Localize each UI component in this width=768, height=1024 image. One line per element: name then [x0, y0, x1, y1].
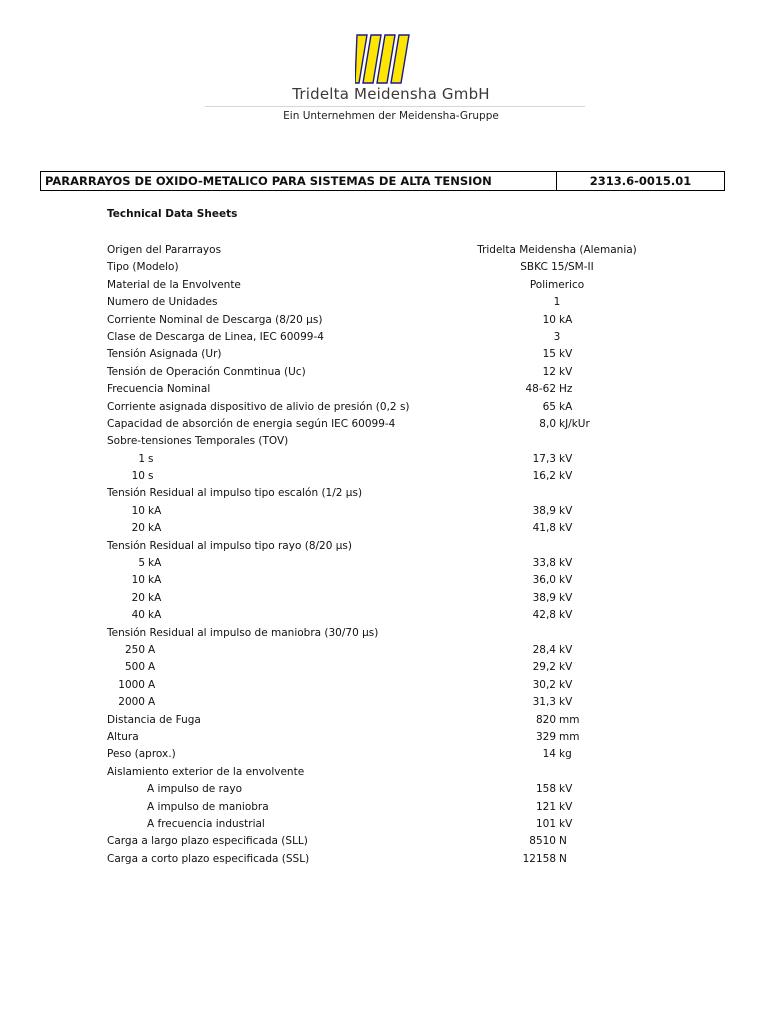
spec-sub-quantity: 20 [131, 591, 145, 604]
spec-row [0, 677, 768, 694]
spec-label: Capacidad de absorción de energia según IEC 60099-4 [107, 417, 396, 430]
spec-sub-quantity-unit: kA [148, 591, 162, 604]
spec-row [0, 799, 768, 816]
spec-label: Material de la Envolvente [107, 278, 241, 291]
spec-value: 121 [535, 800, 556, 813]
spec-row [0, 364, 768, 381]
spec-unit: kV [559, 470, 573, 483]
spec-group-heading [0, 538, 768, 555]
spec-list [0, 242, 768, 868]
spec-unit: N [559, 835, 567, 848]
spec-sub-quantity-unit: A [148, 661, 156, 674]
spec-label: Tipo (Modelo) [107, 261, 179, 274]
spec-label: Altura [107, 730, 139, 743]
spec-value: 158 [535, 783, 556, 796]
spec-sub-quantity-unit: A [148, 643, 156, 656]
spec-sub-quantity: 2000 [118, 696, 145, 709]
spec-row [0, 659, 768, 676]
spec-row [0, 607, 768, 624]
spec-sub-label: A frecuencia industrial [147, 817, 265, 830]
document-number: 2313.6-0015.01 [589, 174, 692, 188]
spec-unit: mm [559, 713, 580, 726]
spec-unit: kV [559, 452, 573, 465]
spec-group-label: Tensión Residual al impulso tipo rayo (8/20 µs) [107, 539, 352, 552]
spec-row [0, 399, 768, 416]
spec-group-label: Tensión Residual al impulso de maniobra (30/70 µs) [107, 626, 379, 639]
spec-sub-quantity: 10 [131, 470, 145, 483]
spec-label: Peso (aprox.) [107, 748, 176, 761]
spec-unit: kV [559, 591, 573, 604]
spec-unit: kV [559, 557, 573, 570]
spec-sub-quantity: 20 [131, 522, 145, 535]
spec-row [0, 781, 768, 798]
document-title: PARARRAYOS DE OXIDO-METALICO PARA SISTEMAS DE ALTA TENSION [41, 172, 557, 190]
spec-sub-label: A impulso de maniobra [147, 800, 269, 813]
spec-row [0, 572, 768, 589]
spec-row [0, 468, 768, 485]
spec-value: 12 [542, 365, 556, 378]
spec-label: Distancia de Fuga [107, 713, 201, 726]
spec-sub-quantity-unit: kA [148, 574, 162, 587]
spec-unit: kV [559, 817, 573, 830]
spec-value: 38,9 [532, 504, 556, 517]
spec-label: Clase de Descarga de Linea, IEC 60099-4 [107, 330, 324, 343]
spec-value: 329 [535, 730, 556, 743]
spec-group-heading [0, 433, 768, 450]
spec-label: Numero de Unidades [107, 296, 218, 309]
spec-row [0, 746, 768, 763]
spec-value: 42,8 [532, 609, 556, 622]
spec-label: Carga a corto plazo especificada (SSL) [107, 852, 310, 865]
spec-group-label: Aislamiento exterior de la envolvente [107, 765, 305, 778]
spec-value: 41,8 [532, 522, 556, 535]
spec-sub-quantity: 10 [131, 504, 145, 517]
spec-row [0, 833, 768, 850]
spec-unit: kV [559, 348, 573, 361]
spec-label: Tensión Asignada (Ur) [107, 348, 222, 361]
company-name: Tridelta Meidensha GmbH [292, 85, 490, 103]
spec-value: 28,4 [532, 643, 556, 656]
spec-value: 29,2 [532, 661, 556, 674]
spec-row [0, 729, 768, 746]
company-subtitle: Ein Unternehmen der Meidensha-Gruppe [283, 110, 499, 122]
spec-unit: kV [559, 574, 573, 587]
spec-unit: kV [559, 609, 573, 622]
spec-sub-quantity-unit: A [148, 696, 156, 709]
spec-value: 14 [542, 748, 556, 761]
spec-unit: mm [559, 730, 580, 743]
spec-value: 12158 [522, 852, 556, 865]
spec-unit: kV [559, 800, 573, 813]
spec-value: 10 [542, 313, 556, 326]
spec-group-label: Tensión Residual al impulso tipo escalón (1/2 µs) [107, 487, 363, 500]
spec-row [0, 642, 768, 659]
spec-unit: kV [559, 522, 573, 535]
document-title-box [40, 171, 725, 191]
spec-value: Polimerico [529, 278, 585, 291]
spec-row [0, 851, 768, 868]
spec-sub-quantity-unit: s [148, 470, 154, 483]
spec-value: Tridelta Meidensha (Alemania) [477, 244, 637, 256]
spec-unit: kA [559, 313, 573, 326]
spec-sub-quantity: 5 [138, 557, 145, 570]
spec-label: Origen del Pararrayos [107, 244, 222, 256]
spec-unit: kV [559, 661, 573, 674]
spec-label: Frecuencia Nominal [107, 383, 211, 396]
spec-unit: kV [559, 678, 573, 691]
spec-group-heading [0, 625, 768, 642]
spec-row [0, 694, 768, 711]
spec-value: 38,9 [532, 591, 556, 604]
spec-row [0, 294, 768, 311]
spec-row [0, 555, 768, 572]
spec-row [0, 277, 768, 294]
spec-label: Tensión de Operación Conmtinua (Uc) [107, 365, 306, 378]
spec-sub-quantity-unit: A [148, 678, 156, 691]
spec-unit: N [559, 852, 567, 865]
spec-sub-quantity: 40 [131, 609, 145, 622]
tridelta-logo [355, 33, 413, 85]
spec-sub-label: A impulso de rayo [147, 783, 242, 796]
spec-row [0, 416, 768, 433]
spec-value: 8,0 [539, 417, 556, 430]
spec-sub-quantity-unit: s [148, 452, 154, 465]
spec-sub-quantity: 1 [138, 452, 145, 465]
spec-value: 17,3 [532, 452, 556, 465]
spec-unit: kA [559, 400, 573, 413]
spec-value: SBKC 15/SM-II [520, 261, 594, 274]
spec-sub-quantity-unit: kA [148, 557, 162, 570]
spec-sub-quantity: 10 [131, 574, 145, 587]
spec-unit: kV [559, 696, 573, 709]
spec-value: 15 [542, 348, 556, 361]
spec-value: 36,0 [532, 574, 556, 587]
spec-row [0, 346, 768, 363]
spec-label: Carga a largo plazo especificada (SLL) [107, 835, 308, 848]
spec-group-heading [0, 764, 768, 781]
spec-sub-quantity: 1000 [118, 678, 145, 691]
spec-value: 101 [535, 817, 556, 830]
spec-label: Corriente Nominal de Descarga (8/20 µs) [107, 313, 323, 326]
spec-value: 65 [542, 400, 556, 413]
spec-value: 31,3 [532, 696, 556, 709]
spec-value: 1 [553, 296, 561, 309]
spec-value: 8510 [529, 835, 556, 848]
spec-unit: kV [559, 643, 573, 656]
header-divider [205, 106, 585, 107]
spec-row [0, 590, 768, 607]
spec-group-label: Sobre-tensiones Temporales (TOV) [107, 435, 289, 448]
spec-unit: Hz [559, 383, 573, 396]
section-heading: Technical Data Sheets [107, 208, 238, 220]
spec-sub-quantity: 250 [124, 643, 145, 656]
spec-unit: kV [559, 504, 573, 517]
spec-row [0, 816, 768, 833]
spec-value: 3 [553, 330, 561, 343]
spec-row [0, 503, 768, 520]
spec-value: 33,8 [532, 557, 556, 570]
spec-row [0, 329, 768, 346]
spec-row [0, 381, 768, 398]
spec-row [0, 451, 768, 468]
spec-value: 820 [535, 713, 556, 726]
spec-value: 16,2 [532, 470, 556, 483]
spec-row [0, 312, 768, 329]
spec-sub-quantity: 500 [124, 661, 145, 674]
spec-unit: kV [559, 365, 573, 378]
spec-sub-quantity-unit: kA [148, 504, 162, 517]
spec-row [0, 520, 768, 537]
spec-row [0, 259, 768, 276]
spec-group-heading [0, 485, 768, 502]
spec-unit: kg [559, 748, 572, 761]
spec-value: 30,2 [532, 678, 556, 691]
spec-row [0, 242, 768, 259]
spec-label: Corriente asignada dispositivo de alivio de presión (0,2 s) [107, 400, 410, 413]
spec-unit: kJ/kUr [559, 417, 590, 430]
spec-unit: kV [559, 783, 573, 796]
spec-sub-quantity-unit: kA [148, 609, 162, 622]
spec-row [0, 712, 768, 729]
spec-sub-quantity-unit: kA [148, 522, 162, 535]
spec-value: 48-62 [525, 383, 556, 396]
